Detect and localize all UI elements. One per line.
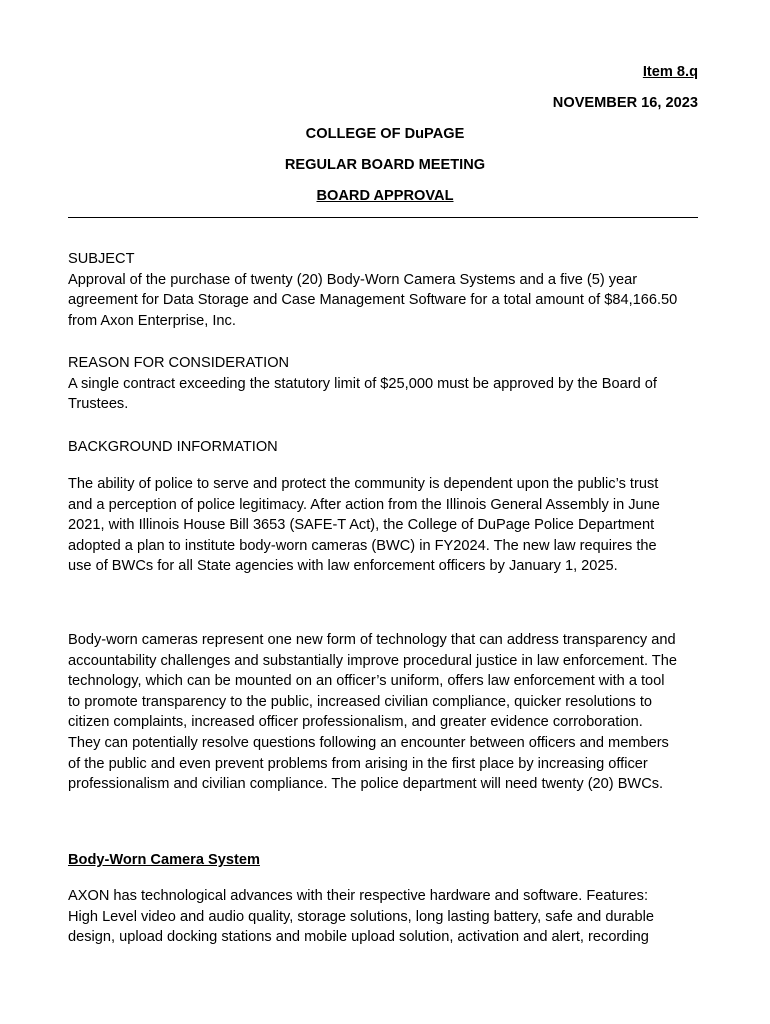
reason-section <box>68 353 708 415</box>
background-paragraph-1 <box>68 474 708 577</box>
subject-line: from Axon Enterprise, Inc. <box>68 312 236 329</box>
paragraph-line: The ability of police to serve and protect the community is dependent upon the public’s trust <box>68 476 659 492</box>
subject-heading: SUBJECT <box>68 251 135 267</box>
paragraph-line: use of BWCs for all State agencies with law enforcement officers by January 1, 2025. <box>68 558 618 575</box>
paragraph-line: adopted a plan to institute body-worn cameras (BWC) in FY2024. The new law requires the <box>68 537 657 554</box>
meeting-date: NOVEMBER 16, 2023 <box>552 95 698 111</box>
reason-line: A single contract exceeding the statutory limit of $25,000 must be approved by the Board of <box>68 375 657 392</box>
paragraph-line: High Level video and audio quality, storage solutions, long lasting battery, safe and durable <box>68 908 655 925</box>
subject-section <box>68 249 708 331</box>
background-heading-block <box>68 437 708 458</box>
paragraph-line: citizen complaints, increased officer professionalism, and greater evidence corroboration. <box>68 714 643 731</box>
paragraph-line: design, upload docking stations and mobile upload solution, activation and alert, recording <box>68 929 649 946</box>
camera-system-heading-block <box>68 850 708 871</box>
item-number: Item 8.q <box>642 64 698 80</box>
camera-system-heading: Body-Worn Camera System <box>68 852 260 868</box>
reason-line: Trustees. <box>68 396 129 413</box>
paragraph-line: accountability challenges and substantially improve procedural justice in law enforcement. The <box>68 652 677 669</box>
paragraph-line: Body-worn cameras represent one new form of technology that can address transparency and <box>68 632 676 648</box>
paragraph-line: AXON has technological advances with their respective hardware and software. Features: <box>68 888 648 904</box>
paragraph-line: professionalism and civilian compliance. The police department will need twenty (20) BWCs. <box>68 776 664 793</box>
meeting-title: REGULAR BOARD MEETING <box>284 157 486 173</box>
background-paragraph-2 <box>68 630 708 795</box>
reason-heading: REASON FOR CONSIDERATION <box>68 355 290 371</box>
background-heading: BACKGROUND INFORMATION <box>68 439 278 455</box>
subject-line: agreement for Data Storage and Case Management Software for a total amount of $84,166.50 <box>68 292 678 309</box>
paragraph-line: They can potentially resolve questions following an encounter between officers and members <box>68 734 669 751</box>
paragraph-line: 2021, with Illinois House Bill 3653 (SAFE-T Act), the College of DuPage Police Department <box>68 517 655 534</box>
paragraph-line: of the public and even prevent problems from arising in the first place by increasing officer <box>68 755 648 772</box>
institution-title: COLLEGE OF DuPAGE <box>305 126 465 142</box>
paragraph-line: technology, which can be mounted on an officer’s uniform, offers law enforcement with a tool <box>68 673 665 690</box>
camera-system-paragraph <box>68 886 708 948</box>
header-divider <box>68 217 698 218</box>
paragraph-line: and a perception of police legitimacy. After action from the Illinois General Assembly in June <box>68 496 660 513</box>
approval-title: BOARD APPROVAL <box>316 188 454 204</box>
paragraph-line: to promote transparency to the public, increased civilian compliance, quicker resolutions to <box>68 693 653 710</box>
subject-line: Approval of the purchase of twenty (20) Body-Worn Camera Systems and a five (5) year <box>68 271 638 288</box>
